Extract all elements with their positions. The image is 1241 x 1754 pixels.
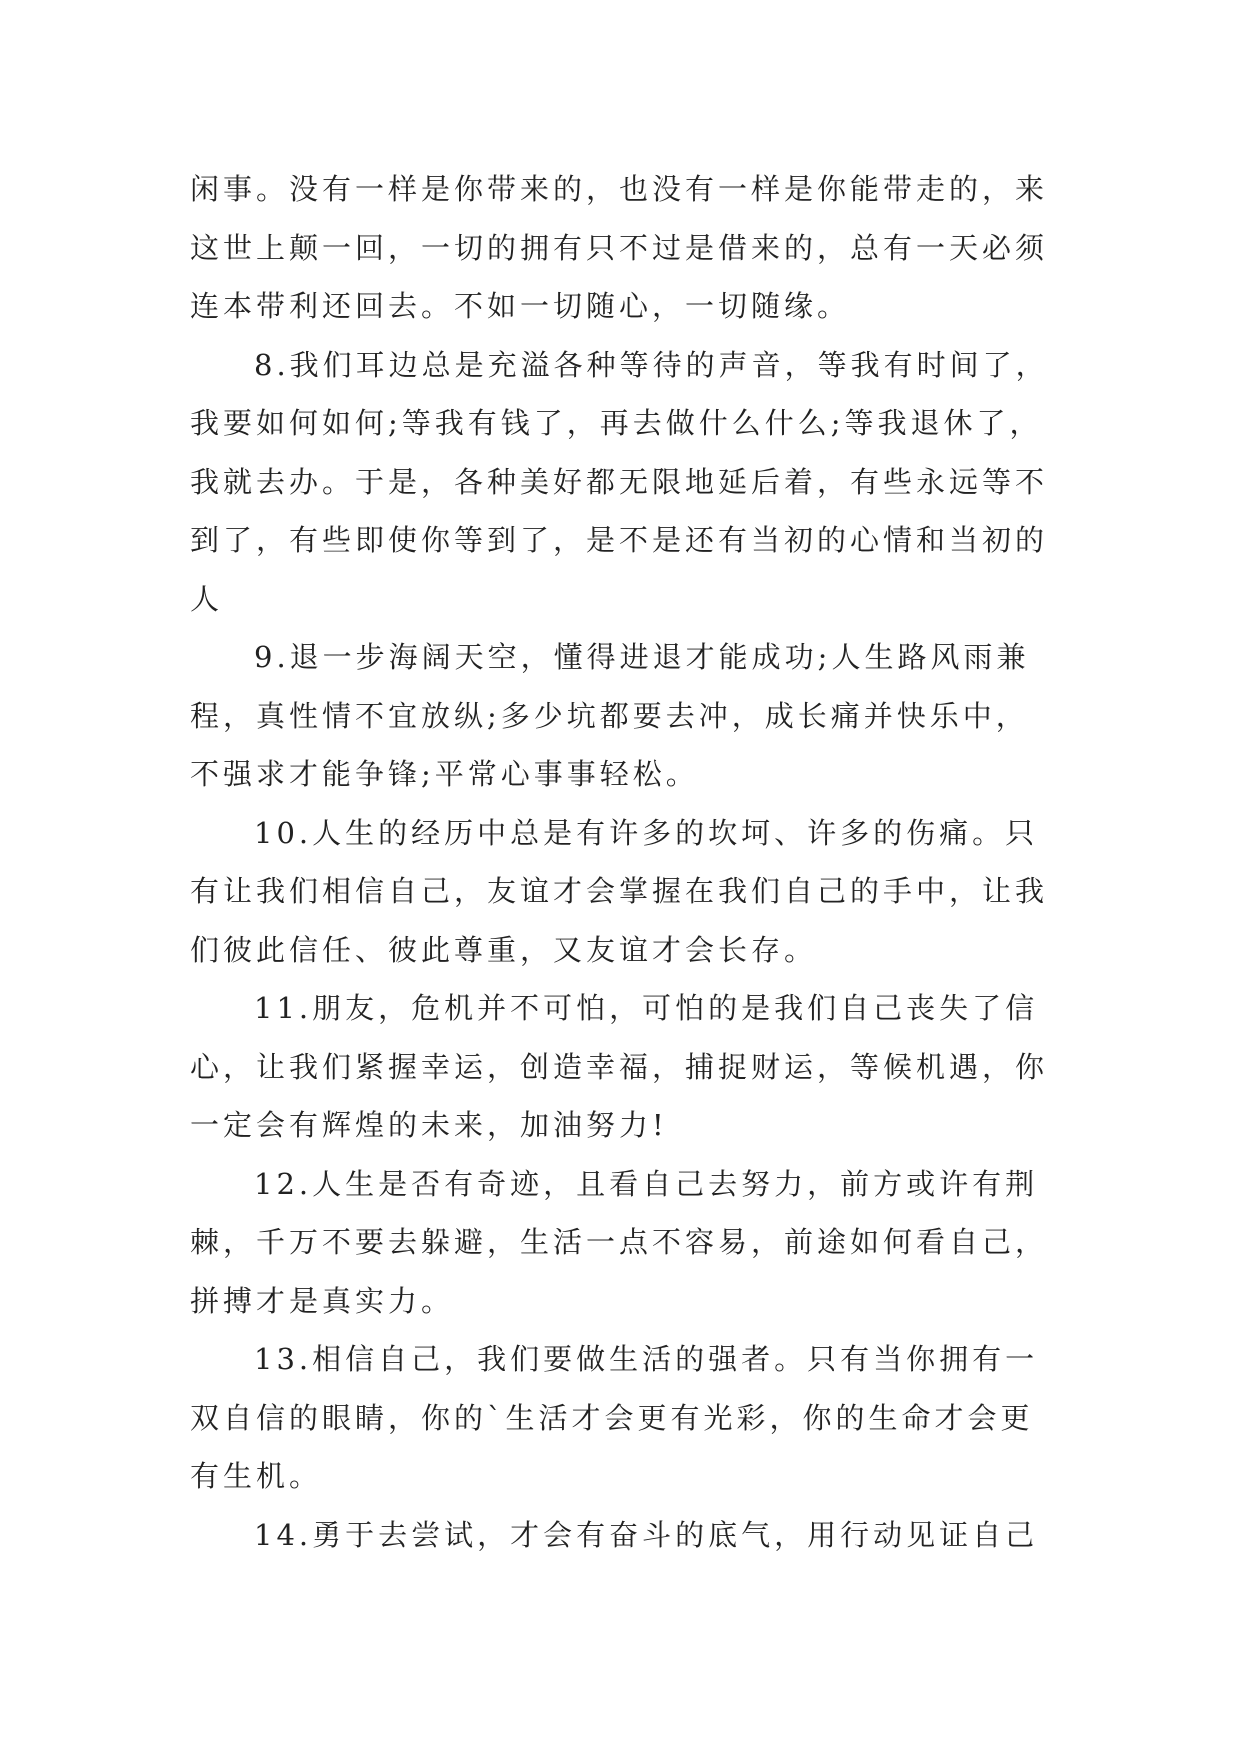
text-line: 心，让我们紧握幸运，创造幸福，捕捉财运，等候机遇，你 [190, 1049, 1049, 1084]
text-line: 不强求才能争锋;平常心事事轻松。 [190, 757, 699, 791]
paragraph [190, 1155, 1060, 1331]
text-line: 到了，有些即使你等到了，是不是还有当初的心情和当初的 [190, 523, 1049, 557]
text-line: 连本带利还回去。不如一切随心，一切随缘。 [190, 289, 851, 323]
text-line: 有让我们相信自己，友谊才会掌握在我们自己的手中，让我 [190, 874, 1049, 908]
document-body [190, 160, 1060, 1564]
text-line: 9.退一步海阔天空，懂得进退才能成功;人生路风雨兼 [254, 640, 1030, 674]
paragraph [190, 1506, 1060, 1565]
text-line: 程，真性情不宜放纵;多少坑都要去冲，成长痛并快乐中， [190, 698, 1029, 733]
text-line: 双自信的眼睛，你的`生活才会更有光彩，你的生命才会更 [190, 1400, 1034, 1435]
text-line: 12.人生是否有奇迹，且看自己去努力，前方或许有荆 [254, 1166, 1039, 1201]
text-line: 人 [190, 581, 224, 616]
text-line: 13.相信自己，我们要做生活的强者。只有当你拥有一 [254, 1342, 1039, 1376]
text-line: 我要如何如何;等我有钱了，再去做什么什么;等我退休了， [190, 406, 1043, 440]
text-line: 拼搏才是真实力。 [190, 1283, 455, 1318]
text-line: 们彼此信任、彼此尊重，又友谊才会长存。 [190, 932, 818, 967]
text-line: 一定会有辉煌的未来，加油努力! [190, 1108, 668, 1142]
paragraph [190, 336, 1060, 629]
text-line: 我就去办。于是，各种美好都无限地延后着，有些永远等不 [190, 464, 1049, 499]
text-line: 10.人生的经历中总是有许多的坎坷、许多的伤痛。只 [254, 815, 1039, 850]
paragraph [190, 1330, 1060, 1506]
text-line: 14.勇于去尝试，才会有奋斗的底气，用行动见证自己 [254, 1517, 1039, 1552]
paragraph [190, 979, 1060, 1155]
text-line: 闲事。没有一样是你带来的，也没有一样是你能带走的，来 [190, 172, 1049, 206]
text-line: 8.我们耳边总是充溢各种等待的声音，等我有时间了， [254, 347, 1049, 382]
paragraph [190, 628, 1060, 804]
text-line: 有生机。 [190, 1459, 323, 1493]
text-line: 11.朋友，危机并不可怕，可怕的是我们自己丧失了信 [254, 991, 1039, 1025]
paragraph [190, 804, 1060, 980]
text-line: 棘，千万不要去躲避，生活一点不容易，前途如何看自己， [190, 1225, 1049, 1259]
paragraph [190, 160, 1060, 336]
text-line: 这世上颠一回，一切的拥有只不过是借来的，总有一天必须 [190, 230, 1049, 265]
